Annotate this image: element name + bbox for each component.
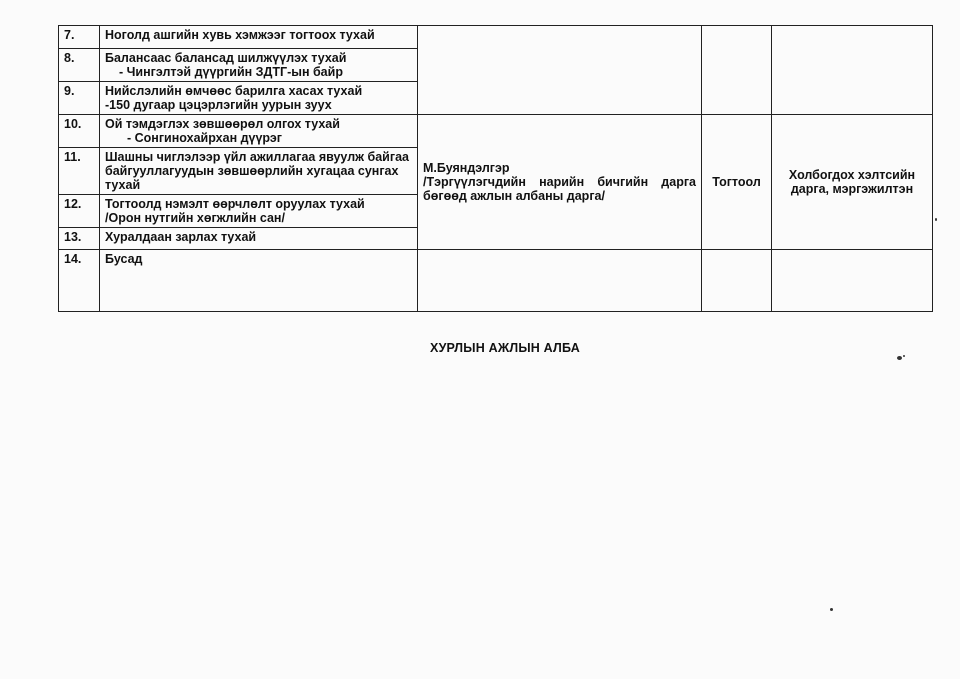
topic-subline: -150 дугаар цэцэрлэгийн уурын зуух [105,98,332,112]
scan-speck [897,356,902,360]
row-topic [100,115,418,148]
topic-line: Нийслэлийн өмчөөс барилга хасах тухай [105,84,363,98]
row-topic [100,195,418,228]
table-row [59,115,933,148]
scan-speck [903,355,905,357]
office-title: ХУРЛЫН АЖЛЫН АЛБА [430,341,580,355]
row-number: 12. [59,195,100,228]
sent-cell-empty [772,26,933,115]
responsible-cell-empty [418,250,702,312]
topic-line: Тогтоолд нэмэлт өөрчлөлт оруулах тухай [105,197,365,211]
row-number: 7. [59,26,100,49]
topic-subline: - Сонгинохайрхан дүүрэг [127,131,283,145]
person-role: /Тэргүүлэгчдийн нарийн бичгийн дарга бөгөөд ажлын албаны дарга/ [423,175,696,203]
row-number: 14. [59,250,100,312]
agenda-table [58,25,933,312]
sent-cell-empty [772,250,933,312]
row-topic [100,26,418,49]
scan-speck [935,218,937,221]
row-topic [100,49,418,82]
topic-subline: - Чингэлтэй дүүргийн ЗДТГ-ын байр [119,65,343,79]
row-topic [100,82,418,115]
scan-speck [830,608,833,611]
row-number: 13. [59,228,100,250]
table-row [59,250,933,312]
topic-subline: /Орон нутгийн хөгжлийн сан/ [105,211,285,225]
topic-line: Балансаас балансад шилжүүлэх тухай [105,51,347,65]
row-number: 9. [59,82,100,115]
row-topic: Шашны чиглэлээр үйл ажиллагаа явуулж байгаа байгууллагуудын зөвшөөрлийн хугацаа сунгах тухай [100,148,418,195]
form-cell-empty [702,250,772,312]
row-number: 8. [59,49,100,82]
topic-line: Ой тэмдэглэх зөвшөөрөл олгох тухай [105,117,340,131]
topic-line: Ноголд ашгийн хувь хэмжээг тогтоох тухай [105,28,375,42]
responsible-cell-empty [418,26,702,115]
row-topic: Бусад [100,250,418,312]
table-row [59,26,933,49]
form-cell-empty [702,26,772,115]
form-cell: Тогтоол [702,115,772,250]
row-number: 11. [59,148,100,195]
responsible-person-cell [418,115,702,250]
row-number: 10. [59,115,100,148]
person-name: М.Буяндэлгэр [423,161,510,175]
row-topic: Хуралдаан зарлах тухай [100,228,418,250]
sent-to-cell: Холбогдох хэлтсийн дарга, мэргэжилтэн [772,115,933,250]
